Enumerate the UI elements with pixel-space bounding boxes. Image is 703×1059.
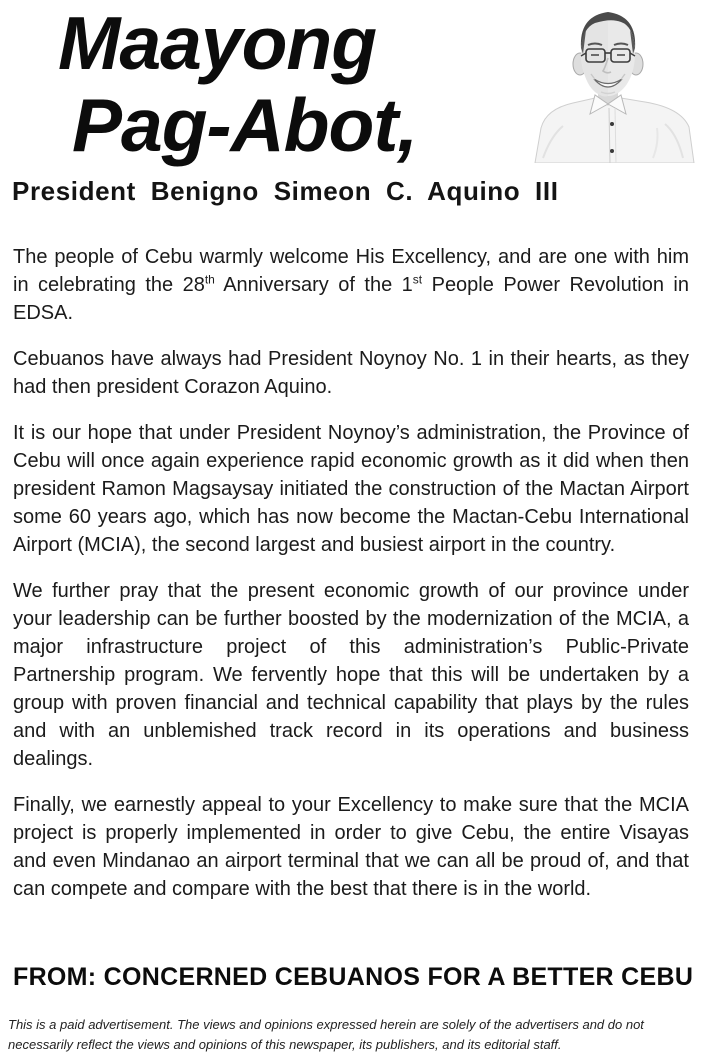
paid-advertisement-disclaimer: This is a paid advertisement. The views and opinions expressed herein are solely of the advertisers and do not necessarily reflect the views and opinions of this newspaper, its publishers, and its editorial staff. <box>8 1017 644 1052</box>
paragraph-text: Anniversary of the 1 <box>214 274 413 296</box>
subheading-president-name: President Benigno Simeon C. Aquino III <box>12 176 559 206</box>
body-copy <box>13 243 689 921</box>
body-paragraph-1 <box>13 243 689 327</box>
president-portrait-photo <box>533 8 703 163</box>
headline <box>58 2 417 166</box>
body-paragraph-4: We further pray that the present economic growth of our province under your leadership can be further boosted by the modernization of the MCIA, a major infrastructure project of this administration’s Public-Private Partnership program. We fervently hope that this will be undertaken by a group with proven financial and technical capability that plays by the rules and with an unblemished track record in its operations and business dealings. <box>13 580 689 770</box>
body-paragraph-3: It is our hope that under President Noynoy’s administration, the Province of Cebu will once again experience rapid economic growth as it did when then president Ramon Magsaysay initiated the construction of the Mactan Airport some 60 years ago, which has now become the Mactan-Cebu International Airport (MCIA), the second largest and busiest airport in the country. <box>13 422 689 556</box>
portrait-illustration <box>533 8 703 163</box>
ordinal-superscript: th <box>204 272 215 287</box>
body-paragraph-2: Cebuanos have always had President Noynoy No. 1 in their hearts, as they had then president Corazon Aquino. <box>13 348 689 398</box>
headline-line-2: Pag-Abot, <box>72 83 418 167</box>
body-paragraph-5: Finally, we earnestly appeal to your Excellency to make sure that the MCIA project is properly implemented in order to give Cebu, the entire Visayas and even Mindanao an airport terminal that we can all be proud of, and that can compete and compare with the best that there is in the world. <box>13 794 689 900</box>
from-signature-line: FROM: CONCERNED CEBUANOS FOR A BETTER CEBU <box>13 963 694 991</box>
headline-line-1: Maayong <box>58 1 377 85</box>
paragraph-text: The people of Cebu warmly welcome His Excellency, and are one with him in celebrating the 28 <box>13 246 689 296</box>
paragraph-text: People Power Revolution in EDSA. <box>13 274 690 324</box>
ordinal-superscript: st <box>412 272 423 287</box>
